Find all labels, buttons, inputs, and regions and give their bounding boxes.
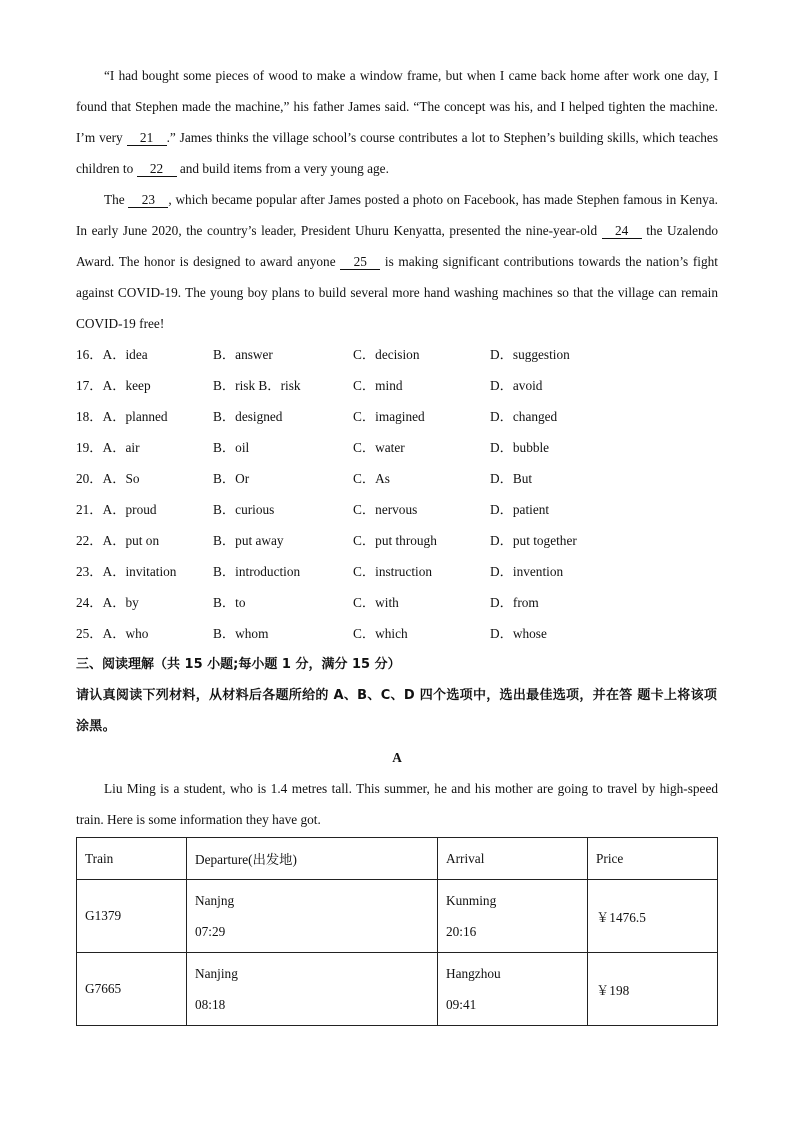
- option-c: C．with: [353, 595, 399, 610]
- option-c: C．water: [353, 440, 405, 455]
- option-row-19: [76, 432, 718, 463]
- option-c: C．imagined: [353, 409, 425, 424]
- option-row-16: [76, 339, 718, 370]
- paragraph-text: is making significant contributions towards the nation’s fight against COVID-19. The young boy plans to build several more hand washing machines so that the village can remain COVID-19 free!: [76, 254, 718, 331]
- options-list: [76, 339, 718, 649]
- option-a: 19．A．air: [76, 440, 140, 455]
- option-d: D．invention: [490, 564, 564, 579]
- option-row-23: [76, 556, 718, 587]
- header-train: Train: [77, 838, 187, 880]
- option-a: 21．A．proud: [76, 502, 157, 517]
- table-row: [77, 953, 718, 1026]
- option-b: B．whom: [213, 626, 269, 641]
- option-d: D．whose: [490, 626, 547, 641]
- option-row-18: [76, 401, 718, 432]
- price: ￥1476.5: [588, 880, 718, 953]
- arrival-city: Hangzhou: [446, 966, 501, 981]
- paragraph-text: the Uzalendo Award. The honor is designed to award anyone: [76, 223, 719, 269]
- blank-24: 24: [602, 224, 642, 239]
- option-a: 23．A．invitation: [76, 564, 177, 579]
- paragraph-text: The: [104, 192, 129, 207]
- departure-time: 07:29: [195, 924, 226, 939]
- blank-25: 25: [340, 255, 380, 270]
- option-a: 24．A．by: [76, 595, 139, 610]
- departure-city: Nanjing: [195, 966, 238, 981]
- option-b: B．introduction: [213, 564, 301, 579]
- train-table: [76, 837, 718, 1026]
- option-row-21: [76, 494, 718, 525]
- header-price: Price: [588, 838, 718, 880]
- option-d: D．bubble: [490, 440, 550, 455]
- option-c: C．instruction: [353, 564, 433, 579]
- paragraph-text: .” James thinks the village school’s course contributes a lot to Stephen’s building skills, which teaches children to: [76, 130, 718, 176]
- header-departure: Departure(出发地): [187, 838, 438, 880]
- option-c: C．mind: [353, 378, 403, 393]
- option-d: D．patient: [490, 502, 550, 517]
- option-row-17: [76, 370, 718, 401]
- option-b: B．answer: [213, 347, 273, 362]
- option-b: B．risk B．risk: [213, 378, 301, 393]
- option-a: 18．A．planned: [76, 409, 168, 424]
- option-b: B．curious: [213, 502, 275, 517]
- option-b: B．designed: [213, 409, 283, 424]
- price: ￥198: [588, 953, 718, 1026]
- option-c: C．which: [353, 626, 408, 641]
- exam-page: [76, 60, 718, 1026]
- departure-cell: [187, 953, 438, 1026]
- option-a: 20．A．So: [76, 471, 140, 486]
- option-row-24: [76, 587, 718, 618]
- option-a: 25．A．who: [76, 626, 149, 641]
- arrival-city: Kunming: [446, 893, 497, 908]
- arrival-cell: [438, 953, 588, 1026]
- blank-23: 23: [128, 193, 168, 208]
- option-row-25: [76, 618, 718, 649]
- option-d: D．suggestion: [490, 347, 570, 362]
- departure-time: 08:18: [195, 997, 226, 1012]
- passage-paragraph-2: [76, 184, 718, 339]
- blank-22: 22: [137, 162, 177, 177]
- option-row-20: [76, 463, 718, 494]
- paragraph-text: “I had bought some pieces of wood to make a window frame, but when I came back home after work one day, I found that Stephen made the machine,” his father James said. “The concept was his, and I helped tighten the machine. I’m very: [76, 68, 718, 145]
- section-instruction: 请认真阅读下列材料，从材料后各题所给的 A、B、C、D 四个选项中，选出最佳选项，并在答 题卡上将该项涂黑。: [76, 688, 718, 734]
- departure-city: Nanjng: [195, 893, 235, 908]
- train-number: G1379: [77, 880, 187, 953]
- option-b: B．Or: [213, 471, 250, 486]
- passage-label: A: [392, 750, 402, 765]
- passage-paragraph-1: [76, 60, 718, 184]
- train-number: G7665: [77, 953, 187, 1026]
- arrival-time: 09:41: [446, 997, 477, 1012]
- option-d: D．But: [490, 471, 533, 486]
- option-d: D．changed: [490, 409, 558, 424]
- option-a: 17．A．keep: [76, 378, 151, 393]
- option-a: 22．A．put on: [76, 533, 160, 548]
- option-d: D．put together: [490, 533, 577, 548]
- blank-21: 21: [127, 131, 167, 146]
- arrival-cell: [438, 880, 588, 953]
- table-row: [77, 880, 718, 953]
- arrival-time: 20:16: [446, 924, 477, 939]
- option-row-22: [76, 525, 718, 556]
- header-arrival: Arrival: [438, 838, 588, 880]
- paragraph-text: and build items from a very young age.: [176, 161, 389, 176]
- reading-intro: Liu Ming is a student, who is 1.4 metres tall. This summer, he and his mother are going to travel by high-speed train. Here is some information they have got.: [76, 781, 718, 827]
- option-c: C．As: [353, 471, 390, 486]
- option-c: C．decision: [353, 347, 420, 362]
- option-b: B．put away: [213, 533, 284, 548]
- option-c: C．put through: [353, 533, 437, 548]
- departure-cell: [187, 880, 438, 953]
- option-c: C．nervous: [353, 502, 418, 517]
- option-d: D．from: [490, 595, 539, 610]
- option-b: B．oil: [213, 440, 250, 455]
- option-a: 16．A．idea: [76, 347, 148, 362]
- table-header-row: [77, 838, 718, 880]
- paragraph-text: , which became popular after James posted a photo on Facebook, has made Stephen famous in Kenya. In early June 2020, the country’s leader, President Uhuru Kenyatta, presented the nine-year-old: [76, 192, 718, 238]
- option-b: B．to: [213, 595, 246, 610]
- section-title: 三、阅读理解（共 15 小题;每小题 1 分，满分 15 分）: [76, 657, 401, 672]
- option-d: D．avoid: [490, 378, 543, 393]
